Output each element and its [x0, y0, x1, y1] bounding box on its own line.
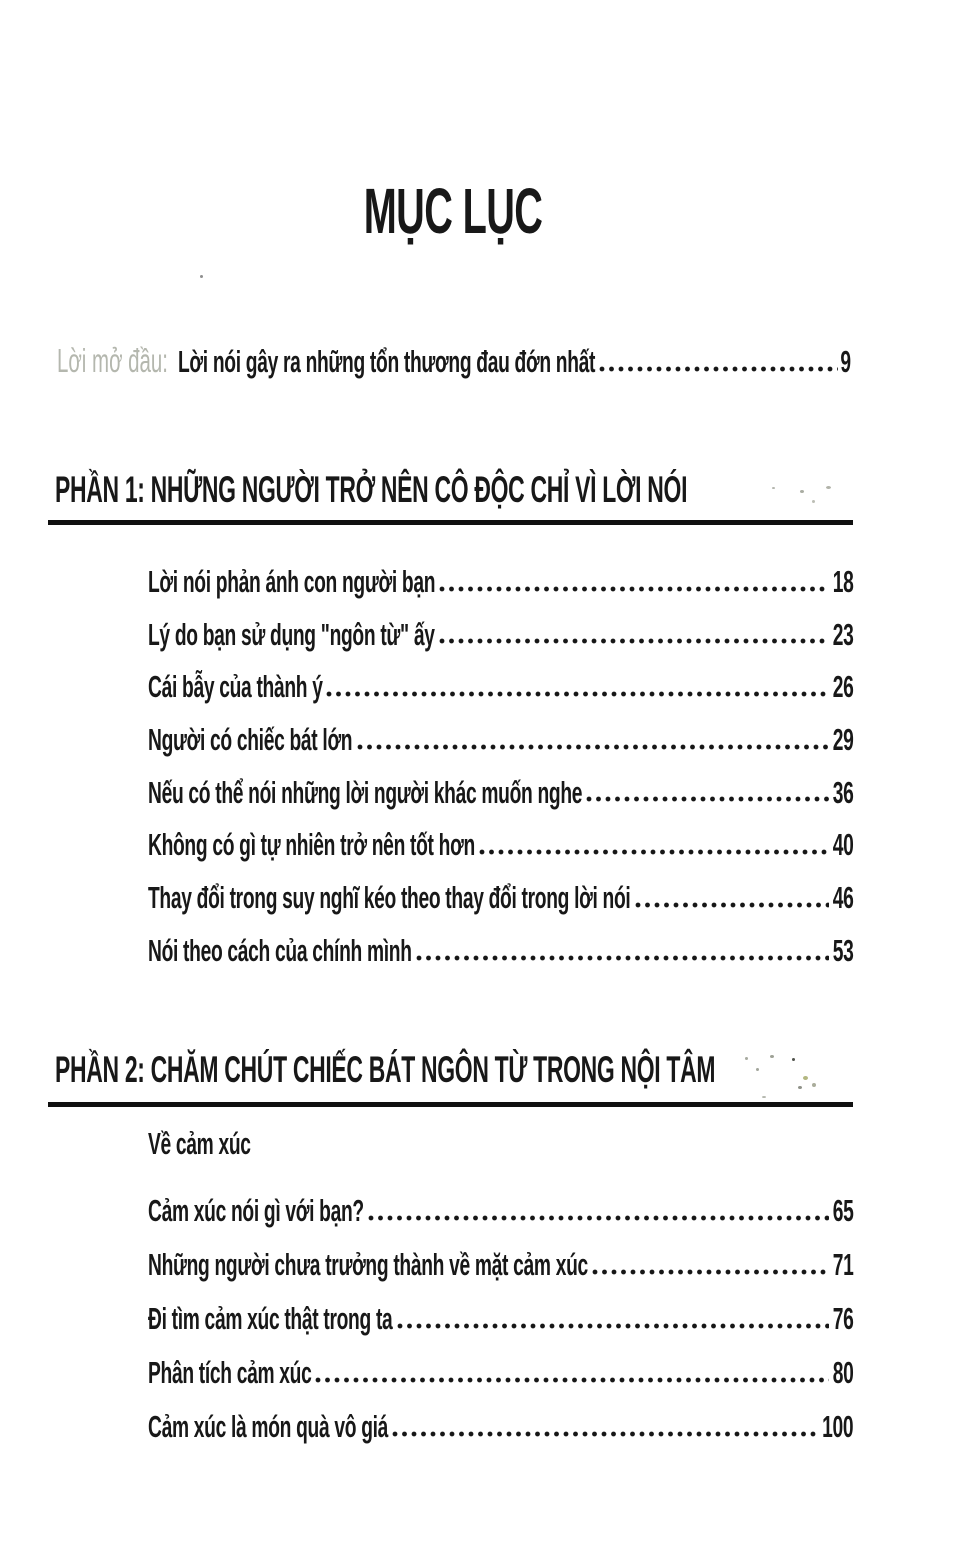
scan-artifact: [803, 1076, 808, 1080]
toc-entry-title: Nếu có thể nói những lời người khác muốn nghe: [148, 774, 583, 810]
section-2-subheading: [148, 1126, 250, 1162]
toc-entry: [148, 1180, 853, 1234]
dot-leader: [397, 1323, 829, 1329]
toc-entry-title: Lý do bạn sử dụng "ngôn từ" ấy: [148, 616, 435, 652]
toc-entry-page: 76: [832, 1301, 853, 1337]
toc-entry-page: 18: [832, 564, 853, 600]
toc-entry: [148, 657, 853, 710]
dot-leader: [416, 955, 829, 961]
toc-entry: [148, 815, 853, 868]
preface-title: Lời nói gây ra những tổn thương đau đớn nhất: [178, 344, 596, 379]
toc-entry-page: 46: [832, 880, 853, 916]
toc-entry-page: 100: [821, 1409, 853, 1445]
toc-entry-title: Cảm xúc là món quà vô giá: [148, 1409, 389, 1445]
toc-entry-title: Cảm xúc nói gì với bạn?: [148, 1193, 364, 1229]
dot-leader: [439, 586, 829, 592]
section-2-heading-text: PHẦN 2: CHĂM CHÚT CHIẾC BÁT NGÔN TỪ TRONG NỘI TÂM: [55, 1049, 716, 1090]
toc-entry: [148, 605, 853, 658]
toc-entry-title: Nói theo cách của chính mình: [148, 932, 412, 968]
section-1-entries: [148, 552, 853, 974]
toc-entry-title: Người có chiếc bát lớn: [148, 722, 353, 758]
section-2-entries: [148, 1180, 853, 1450]
page-title-text: MỤC LỤC: [363, 175, 543, 247]
scan-artifact: [200, 275, 203, 278]
scan-artifact: [826, 486, 831, 489]
scan-artifact: [756, 1068, 759, 1071]
dot-leader: [326, 691, 828, 697]
dot-leader: [592, 1269, 829, 1275]
scan-artifact: [762, 1096, 766, 1098]
scan-artifact: [745, 1057, 748, 1060]
toc-entry: [148, 1288, 853, 1342]
dot-leader: [635, 902, 829, 908]
preface-page-number: 9: [840, 344, 851, 380]
section-1-rule: [48, 520, 853, 525]
toc-entry: [148, 1234, 853, 1288]
section-1-heading: [55, 470, 687, 511]
toc-entry-page: 71: [832, 1247, 853, 1283]
dot-leader: [392, 1431, 818, 1437]
toc-entry-page: 53: [832, 932, 853, 968]
toc-entry-page: 23: [832, 616, 853, 652]
toc-entry-page: 40: [832, 827, 853, 863]
dot-leader: [479, 849, 829, 855]
toc-entry: [148, 552, 853, 605]
scan-artifact: [798, 1086, 802, 1089]
dot-leader: [439, 638, 829, 644]
toc-entry: [148, 763, 853, 816]
section-2-subheading-text: Về cảm xúc: [148, 1126, 251, 1161]
section-2-heading: [55, 1050, 715, 1091]
toc-entry-title: Phân tích cảm xúc: [148, 1355, 312, 1391]
toc-entry-page: 65: [832, 1193, 853, 1229]
toc-entry: [148, 710, 853, 763]
scan-artifact: [812, 500, 815, 503]
toc-entry-title: Thay đổi trong suy nghĩ kéo theo thay đổi trong lời nói: [148, 880, 631, 916]
toc-entry-page: 80: [832, 1355, 853, 1391]
dot-leader: [315, 1377, 829, 1383]
section-2-rule: [48, 1102, 853, 1107]
toc-entry: [148, 868, 853, 921]
toc-entry-page: 36: [832, 774, 853, 810]
dot-leader: [599, 366, 838, 372]
dot-leader: [357, 744, 829, 750]
toc-entry: [148, 1342, 853, 1396]
page-title: [0, 176, 906, 246]
preface-label: Lời mở đầu:: [57, 342, 168, 379]
toc-entry-title: Cái bẫy của thành ý: [148, 669, 323, 705]
toc-entry-title: Không có gì tự nhiên trở nên tốt hơn: [148, 827, 475, 863]
toc-entry-title: Đi tìm cảm xúc thật trong ta: [148, 1301, 393, 1337]
toc-entry: [148, 921, 853, 974]
dot-leader: [368, 1215, 829, 1221]
scan-artifact: [800, 490, 804, 493]
scan-artifact: [812, 1083, 816, 1087]
scan-artifact: [792, 1058, 795, 1061]
scan-artifact: [770, 1055, 774, 1058]
dot-leader: [586, 796, 828, 802]
toc-entry: [148, 1396, 853, 1450]
toc-preface-row: [57, 330, 851, 380]
toc-entry-page: 26: [832, 669, 853, 705]
scan-artifact: [772, 487, 775, 489]
section-1-heading-text: PHẦN 1: NHỮNG NGƯỜI TRỞ NÊN CÔ ĐỘC CHỈ VÌ LỜI NÓI: [55, 469, 688, 510]
toc-entry-title: Những người chưa trưởng thành về mặt cảm xúc: [148, 1247, 588, 1283]
toc-entry-title: Lời nói phản ánh con người bạn: [148, 564, 436, 600]
toc-entry-page: 29: [832, 722, 853, 758]
